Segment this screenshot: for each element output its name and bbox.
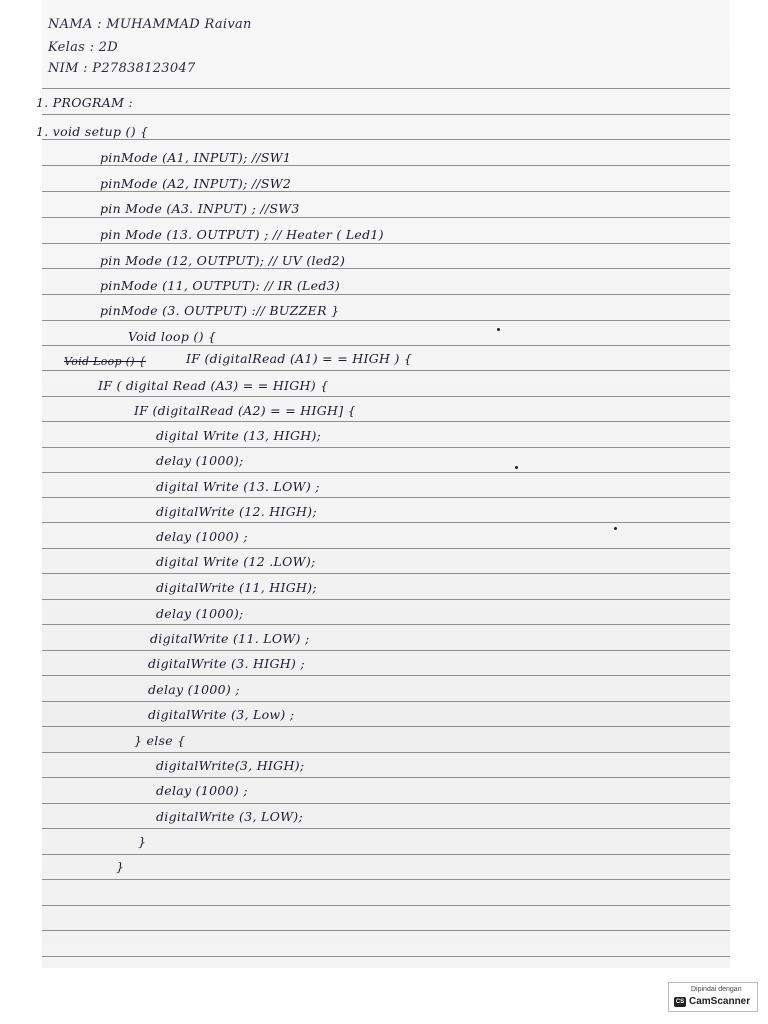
code-line: digitalWrite (12. HIGH);	[156, 504, 317, 519]
code-line: delay (1000) ;	[148, 682, 240, 697]
ruled-line	[42, 370, 730, 371]
watermark-caption: Dipindai dengan	[691, 986, 742, 993]
code-line: } else {	[134, 733, 186, 748]
code-line: pinMode (A2, INPUT); //SW2	[100, 176, 292, 191]
ruled-line	[42, 675, 730, 676]
code-line: digitalWrite (3, Low) ;	[148, 707, 295, 722]
pen-dot	[515, 466, 518, 469]
ruled-line	[42, 243, 730, 244]
code-line: pin Mode (13. OUTPUT) ; // Heater ( Led1)	[100, 227, 384, 242]
ruled-line	[42, 396, 730, 397]
code-line: delay (1000) ;	[156, 783, 248, 798]
notebook-page	[42, 0, 730, 968]
ruled-line	[42, 497, 730, 498]
code-line: digitalWrite (3. HIGH) ;	[148, 656, 305, 671]
ruled-line	[42, 165, 730, 166]
ruled-line	[42, 573, 730, 574]
student-name: NAMA : MUHAMMAD Raivan	[48, 17, 252, 32]
code-line: delay (1000);	[156, 606, 244, 621]
code-line: pinMode (A1, INPUT); //SW1	[100, 150, 292, 165]
code-line: pin Mode (A3. INPUT) ; //SW3	[100, 201, 300, 216]
ruled-line	[42, 268, 730, 269]
ruled-line	[42, 217, 730, 218]
ruled-line	[42, 854, 730, 855]
ruled-line	[42, 752, 730, 753]
ruled-line	[42, 421, 730, 422]
pen-dot	[614, 527, 617, 530]
code-line: pinMode (11, OUTPUT): // IR (Led3)	[100, 278, 341, 293]
ruled-line	[42, 650, 730, 651]
ruled-line	[42, 139, 730, 140]
ruled-line	[42, 114, 730, 115]
ruled-line	[42, 701, 730, 702]
ruled-line	[42, 522, 730, 523]
ruled-line	[42, 447, 730, 448]
code-line: Void loop () {	[128, 329, 217, 344]
ruled-line	[42, 548, 730, 549]
ruled-line	[42, 905, 730, 906]
code-line: digital Write (13. LOW) ;	[156, 479, 320, 494]
ruled-line	[42, 472, 730, 473]
crossed-out-line: Void Loop () {	[64, 355, 146, 368]
ruled-line	[42, 803, 730, 804]
section-heading: 1. PROGRAM :	[36, 95, 133, 110]
code-line: digitalWrite (11, HIGH);	[156, 580, 317, 595]
ruled-line	[42, 320, 730, 321]
student-nim: NIM : P27838123047	[48, 61, 196, 76]
code-line: pin Mode (12, OUTPUT); // UV (led2)	[100, 253, 346, 268]
code-line: IF (digitalRead (A1) = = HIGH ) {	[186, 351, 413, 366]
ruled-line	[42, 956, 730, 957]
code-line: delay (1000);	[156, 453, 244, 468]
pen-dot	[497, 328, 500, 331]
ruled-line	[42, 294, 730, 295]
code-line: 1. void setup () {	[36, 124, 149, 139]
code-line: IF (digitalRead (A2) = = HIGH] {	[134, 403, 356, 418]
ruled-line	[42, 879, 730, 880]
code-line: delay (1000) ;	[156, 529, 248, 544]
code-line: IF ( digital Read (A3) = = HIGH) {	[98, 378, 329, 393]
code-line: pinMode (3. OUTPUT) :// BUZZER }	[100, 303, 340, 318]
student-class: Kelas : 2D	[48, 40, 118, 55]
ruled-line	[42, 930, 730, 931]
code-line: digitalWrite (11. LOW) ;	[150, 631, 310, 646]
code-line: digital Write (12 .LOW);	[156, 554, 316, 569]
camscanner-logo-icon: CS	[675, 999, 685, 1005]
camscanner-watermark	[668, 982, 758, 1012]
ruled-line	[42, 191, 730, 192]
code-line: digital Write (13, HIGH);	[156, 428, 322, 443]
ruled-line	[42, 599, 730, 600]
watermark-brand: CamScanner	[689, 996, 751, 1007]
code-line: digitalWrite (3, LOW);	[156, 809, 303, 824]
ruled-line	[42, 777, 730, 778]
code-line: digitalWrite(3, HIGH);	[156, 758, 305, 773]
code-line: }	[138, 834, 147, 849]
ruled-line	[42, 88, 730, 89]
ruled-line	[42, 726, 730, 727]
code-line: }	[116, 859, 125, 874]
ruled-line	[42, 345, 730, 346]
ruled-line	[42, 624, 730, 625]
ruled-line	[42, 828, 730, 829]
